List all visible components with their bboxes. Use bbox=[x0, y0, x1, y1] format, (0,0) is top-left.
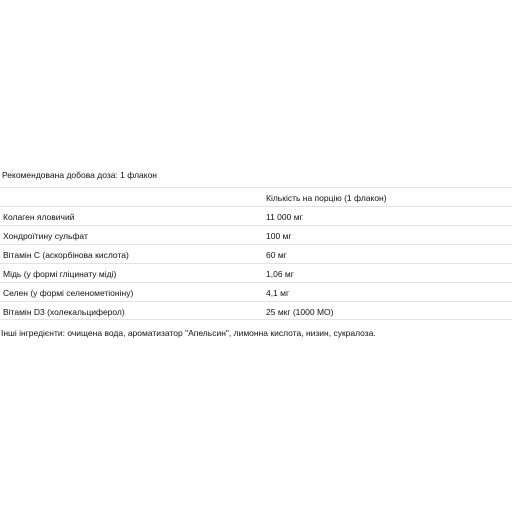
ingredient-amount: 100 мг bbox=[266, 231, 292, 241]
table-row bbox=[0, 263, 512, 282]
header-amount-cell: Кількість на порцію (1 флакон) bbox=[266, 193, 387, 203]
ingredient-name: Вітамін D3 (холекальциферол) bbox=[3, 307, 125, 317]
table-header-row bbox=[0, 187, 512, 206]
ingredient-name: Вітамін С (аскорбінова кислота) bbox=[3, 250, 129, 260]
table-row bbox=[0, 206, 512, 225]
ingredient-name: Хондроїтину сульфат bbox=[3, 231, 88, 241]
ingredient-name: Колаген яловичий bbox=[3, 212, 75, 222]
table-row bbox=[0, 244, 512, 263]
dosage-title: Рекомендована добова доза: 1 флакон bbox=[2, 170, 157, 180]
ingredient-amount: 25 мкг (1000 МО) bbox=[266, 307, 334, 317]
table-row bbox=[0, 301, 512, 320]
ingredient-name: Селен (у формі селенометіоніну) bbox=[3, 288, 134, 298]
ingredient-amount: 60 мг bbox=[266, 250, 287, 260]
table-row bbox=[0, 282, 512, 301]
ingredient-amount: 1,06 мг bbox=[266, 269, 294, 279]
table-row bbox=[0, 225, 512, 244]
other-ingredients-text: Інші інгредієнти: очищена вода, ароматизатор "Апельсин", лимонна кислота, низин, сукралоза. bbox=[1, 328, 376, 338]
ingredient-name: Мідь (у формі гліцинату міді) bbox=[3, 269, 117, 279]
ingredient-amount: 4,1 мг bbox=[266, 288, 290, 298]
nutrition-table bbox=[0, 187, 512, 320]
ingredient-amount: 11 000 мг bbox=[266, 212, 303, 222]
